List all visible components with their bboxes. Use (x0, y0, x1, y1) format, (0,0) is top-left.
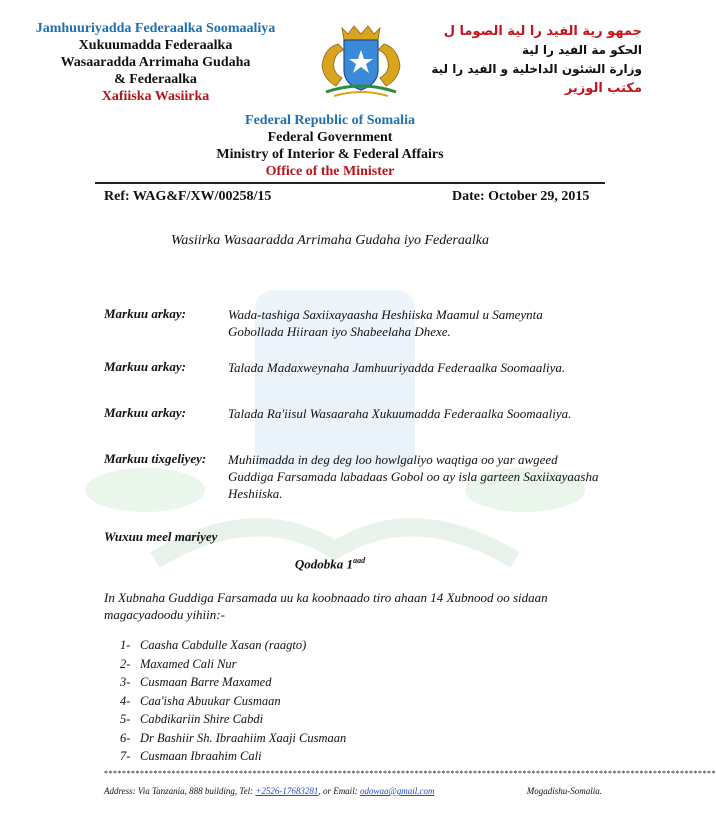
list-item (120, 710, 346, 729)
letter-date: Date: October 29, 2015 (452, 189, 590, 204)
member-list (120, 636, 346, 766)
english-office: Office of the Minister (265, 164, 395, 179)
member-number: 7- (120, 749, 131, 763)
member-number: 3- (120, 675, 131, 689)
arabic-government: الحكو مة الفيد را لية (522, 43, 642, 57)
member-number: 6- (120, 730, 131, 745)
recital-label: Markuu arkay: (104, 359, 186, 374)
recital-text: Talada Ra'iisul Wasaaraha Xukuumadda Federaalka Soomaaliya. (228, 406, 572, 421)
recital-text: Muhiimadda in deg deg loo howlgaliyo waqtiga oo yar awgeed Guddiga Farsamada labadaas Gobol oo ay isla garteen Saxiixayaasha Heshiiska. (228, 452, 599, 501)
list-item (120, 729, 346, 748)
english-ministry: Ministry of Interior & Federal Affairs (216, 147, 444, 162)
member-number: 2- (120, 656, 131, 671)
member-name: Cusmaan Barre Maxamed (140, 675, 272, 689)
arabic-header (422, 22, 642, 98)
footer-city: Mogadishu-Somalia. (526, 786, 602, 796)
member-name: Cusmaan Ibraahim Cali (140, 749, 262, 763)
member-name: Caa'isha Abuukar Cusmaan (140, 693, 281, 708)
member-name: Cabdikariin Shire Cabdi (140, 712, 264, 726)
section-heading (0, 556, 660, 572)
reference-number: Ref: WAG&F/XW/00258/15 (104, 189, 272, 204)
recital-label: Markuu tixgeliyey: (104, 451, 207, 466)
list-item (120, 655, 346, 674)
section-title: Qodobka 1 (294, 556, 354, 572)
email-prefix: , or Email: (318, 786, 360, 796)
recital-label: Markuu arkay: (104, 306, 186, 321)
section-intro: In Xubnaha Guddiga Farsamada uu ka koobnaado tiro ahaan 14 Xubnood oo sidaan magacyadoodu yihiin:- (104, 590, 548, 622)
member-number: 1- (120, 638, 131, 652)
list-item (120, 673, 346, 692)
member-number: 5- (120, 712, 131, 726)
somali-republic: Jamhuuriyadda Federaalka Soomaaliya (35, 21, 276, 36)
arabic-office: مكتب الوزير (564, 81, 642, 96)
document-title: Wasiirka Wasaaradda Arrimaha Gudaha iyo Federaalka (171, 233, 489, 248)
list-item (120, 747, 346, 766)
recital-text: Wada-tashiga Saxiixayaasha Heshiiska Maamul u Sameynta Gobollada Hiiraan iyo Shabeelaha Dhexe. (228, 307, 543, 339)
address-prefix: Address: Via Tanzania, 888 building, Tel: (104, 786, 256, 796)
somali-government: Xukuumadda Federaalka (78, 38, 233, 53)
section-ordinal: aad (353, 556, 366, 565)
somali-office: Xafiiska Wasiirka (101, 89, 210, 104)
footer-address (104, 786, 602, 796)
arabic-republic: جمهو رية الفيد را لية الصوما ل (443, 24, 642, 39)
email-link[interactable]: odowaa@gmail.com (359, 786, 435, 796)
english-government: Federal Government (267, 130, 393, 145)
header-divider (95, 182, 605, 184)
arabic-ministry: وزارة الشئون الداخلية و الفيد را لية (431, 62, 642, 76)
tel-link[interactable]: +2526-17683281 (255, 786, 319, 796)
list-item (120, 692, 346, 711)
member-number: 4- (120, 693, 131, 708)
member-name: Maxamed Cali Nur (140, 656, 237, 671)
member-name: Dr Bashiir Sh. Ibraahiim Xaaji Cusmaan (140, 730, 347, 745)
member-name: Caasha Cabdulle Xasan (raagto) (140, 638, 307, 652)
recital-text: Talada Madaxweynaha Jamhuuriyadda Federaalka Soomaaliya. (228, 360, 566, 375)
somalia-coat-of-arms-icon (312, 22, 410, 100)
somali-header (18, 20, 293, 105)
recital-label: Markuu arkay: (104, 405, 186, 420)
decision-label: Wuxuu meel mariyey (104, 529, 218, 544)
somali-federal: & Federaalka (114, 72, 197, 87)
footer-divider: **************************************************************************************************************************************** (104, 769, 716, 778)
english-republic: Federal Republic of Somalia (245, 113, 415, 128)
somali-ministry: Wasaaradda Arrimaha Gudaha (60, 55, 251, 70)
list-item (120, 636, 346, 655)
